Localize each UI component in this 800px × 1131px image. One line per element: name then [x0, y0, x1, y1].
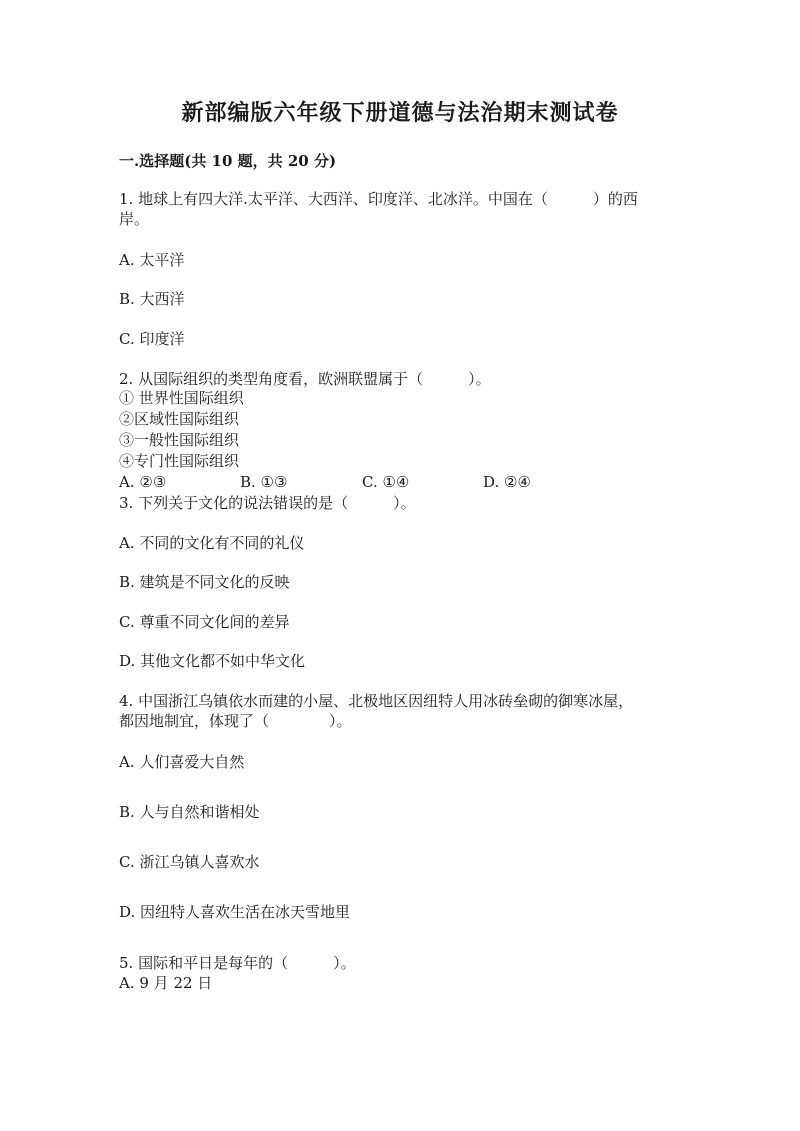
question-1-option-c: C. 印度洋: [119, 330, 185, 348]
question-4-option-d: D. 因纽特人喜欢生活在冰天雪地里: [119, 903, 351, 921]
question-5-option-a: A. 9 月 22 日: [119, 974, 213, 992]
question-1-option-a: A. 太平洋: [119, 251, 185, 269]
section-heading: 一.选择题(共 10 题，共 20 分): [119, 152, 337, 170]
question-1-stem-line1: 1. 地球上有四大洋.太平洋、大西洋、印度洋、北冰洋。中国在（ ）的西: [119, 190, 638, 208]
question-4-option-a: A. 人们喜爱大自然: [119, 753, 245, 771]
question-2-option-c: C. ①④: [362, 473, 410, 491]
question-1-stem-line2: 岸。: [119, 210, 150, 228]
question-3-option-a: A. 不同的文化有不同的礼仪: [119, 534, 305, 552]
question-2-item-1: ① 世界性国际组织: [119, 389, 244, 407]
question-3-option-b: B. 建筑是不同文化的反映: [119, 573, 290, 591]
question-1-option-b: B. 大西洋: [119, 290, 185, 308]
question-2-stem: 2. 从国际组织的类型角度看，欧洲联盟属于（ ）。: [119, 370, 491, 388]
question-4-stem-line2: 都因地制宜，体现了（ ）。: [119, 712, 352, 730]
question-2-item-2: ②区域性国际组织: [119, 410, 240, 428]
page-title: 新部编版六年级下册道德与法治期末测试卷: [181, 100, 619, 126]
question-3-option-c: C. 尊重不同文化间的差异: [119, 613, 290, 631]
question-4-option-c: C. 浙江乌镇人喜欢水: [119, 853, 260, 871]
question-2-option-b: B. ①③: [240, 473, 288, 491]
question-3-stem: 3. 下列关于文化的说法错误的是（ ）。: [119, 494, 416, 512]
question-4-option-b: B. 人与自然和谐相处: [119, 803, 260, 821]
question-2-item-4: ④专门性国际组织: [119, 452, 240, 470]
question-5-stem: 5. 国际和平日是每年的（ ）。: [119, 954, 356, 972]
question-2-item-3: ③一般性国际组织: [119, 431, 240, 449]
question-3-option-d: D. 其他文化都不如中华文化: [119, 652, 306, 670]
question-4-stem-line1: 4. 中国浙江乌镇依水而建的小屋、北极地区因纽特人用冰砖垒砌的御寒冰屋，: [119, 692, 634, 710]
question-2-option-d: D. ②④: [483, 473, 531, 491]
question-2-option-a: A. ②③: [119, 473, 167, 491]
